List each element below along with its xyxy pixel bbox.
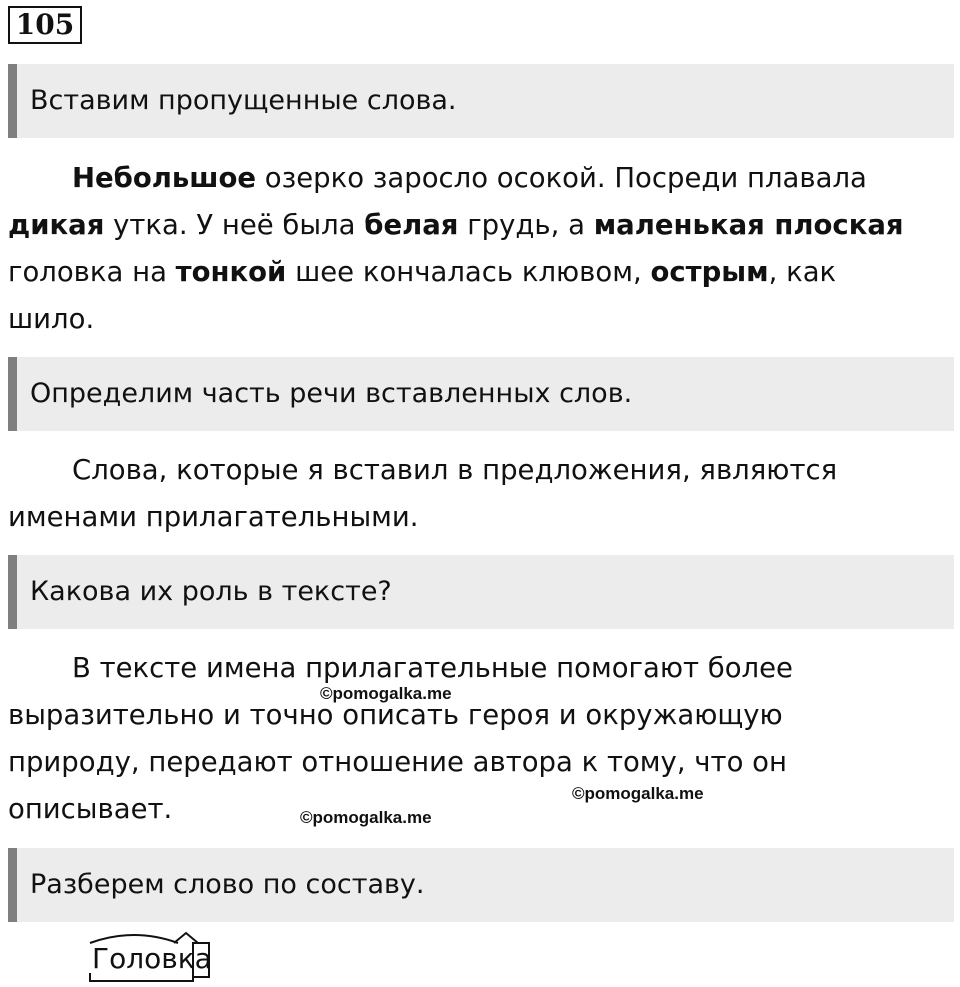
paragraph-line: В тексте имена прилагательные помогают более <box>72 652 793 684</box>
paragraph-line <box>8 249 948 296</box>
ending-box-mark <box>193 943 209 977</box>
paragraph-line: именами прилагательными. <box>8 501 419 533</box>
text-fragment: озерко заросло осокой. Посреди плавала <box>256 162 867 194</box>
paragraph-line <box>8 155 948 202</box>
inserted-word: белая <box>364 209 459 241</box>
section-prompt-text: Какова их роль в тексте? <box>30 576 392 607</box>
inserted-word: тонкой <box>175 256 287 288</box>
section-prompt-part-of-speech <box>8 357 954 431</box>
suffix-mark <box>174 933 198 943</box>
morpheme-marks <box>86 931 214 983</box>
text-fragment: головка на <box>8 256 176 288</box>
paragraph-line: описывает. <box>8 793 173 825</box>
paragraph-line: выразительно и точно описать героя и окружающую <box>8 699 783 731</box>
section-prompt-role <box>8 555 954 629</box>
text-fragment: грудь, а <box>458 209 594 241</box>
parsed-word: Головка <box>92 942 212 975</box>
section-prompt-text: Разберем слово по составу. <box>30 869 425 900</box>
paragraph-part-of-speech <box>8 447 948 541</box>
morpheme-parse <box>86 931 214 983</box>
text-fragment: , как <box>768 256 837 288</box>
text-fragment: шило. <box>8 303 95 335</box>
paragraph-role <box>8 645 948 833</box>
paragraph-line <box>8 202 948 249</box>
text-fragment: шее кончалась клювом, <box>286 256 651 288</box>
watermark: ©pomogalka.me <box>300 808 432 827</box>
inserted-word: острым <box>650 256 769 288</box>
paragraph-line: природу, передают отношение автора к тому, что он <box>8 746 787 778</box>
text-fragment: утка. У неё была <box>104 209 365 241</box>
section-prompt-morpheme <box>8 848 954 922</box>
task-number: 105 <box>8 6 82 44</box>
paragraph-filled-text <box>8 155 948 343</box>
paragraph-line: Слова, которые я вставил в предложения, являются <box>72 454 838 486</box>
paragraph-line <box>8 296 948 343</box>
inserted-word: маленькая плоская <box>593 209 904 241</box>
inserted-word: дикая <box>8 209 105 241</box>
watermark: ©pomogalka.me <box>572 784 704 803</box>
watermark: ©pomogalka.me <box>320 684 452 703</box>
section-prompt-text: Вставим пропущенные слова. <box>30 85 457 116</box>
section-prompt-insert-words <box>8 64 954 138</box>
root-arc-mark <box>90 935 178 943</box>
section-prompt-text: Определим часть речи вставленных слов. <box>30 378 633 409</box>
stem-bracket-mark <box>90 973 193 981</box>
inserted-word: Небольшое <box>72 162 257 194</box>
